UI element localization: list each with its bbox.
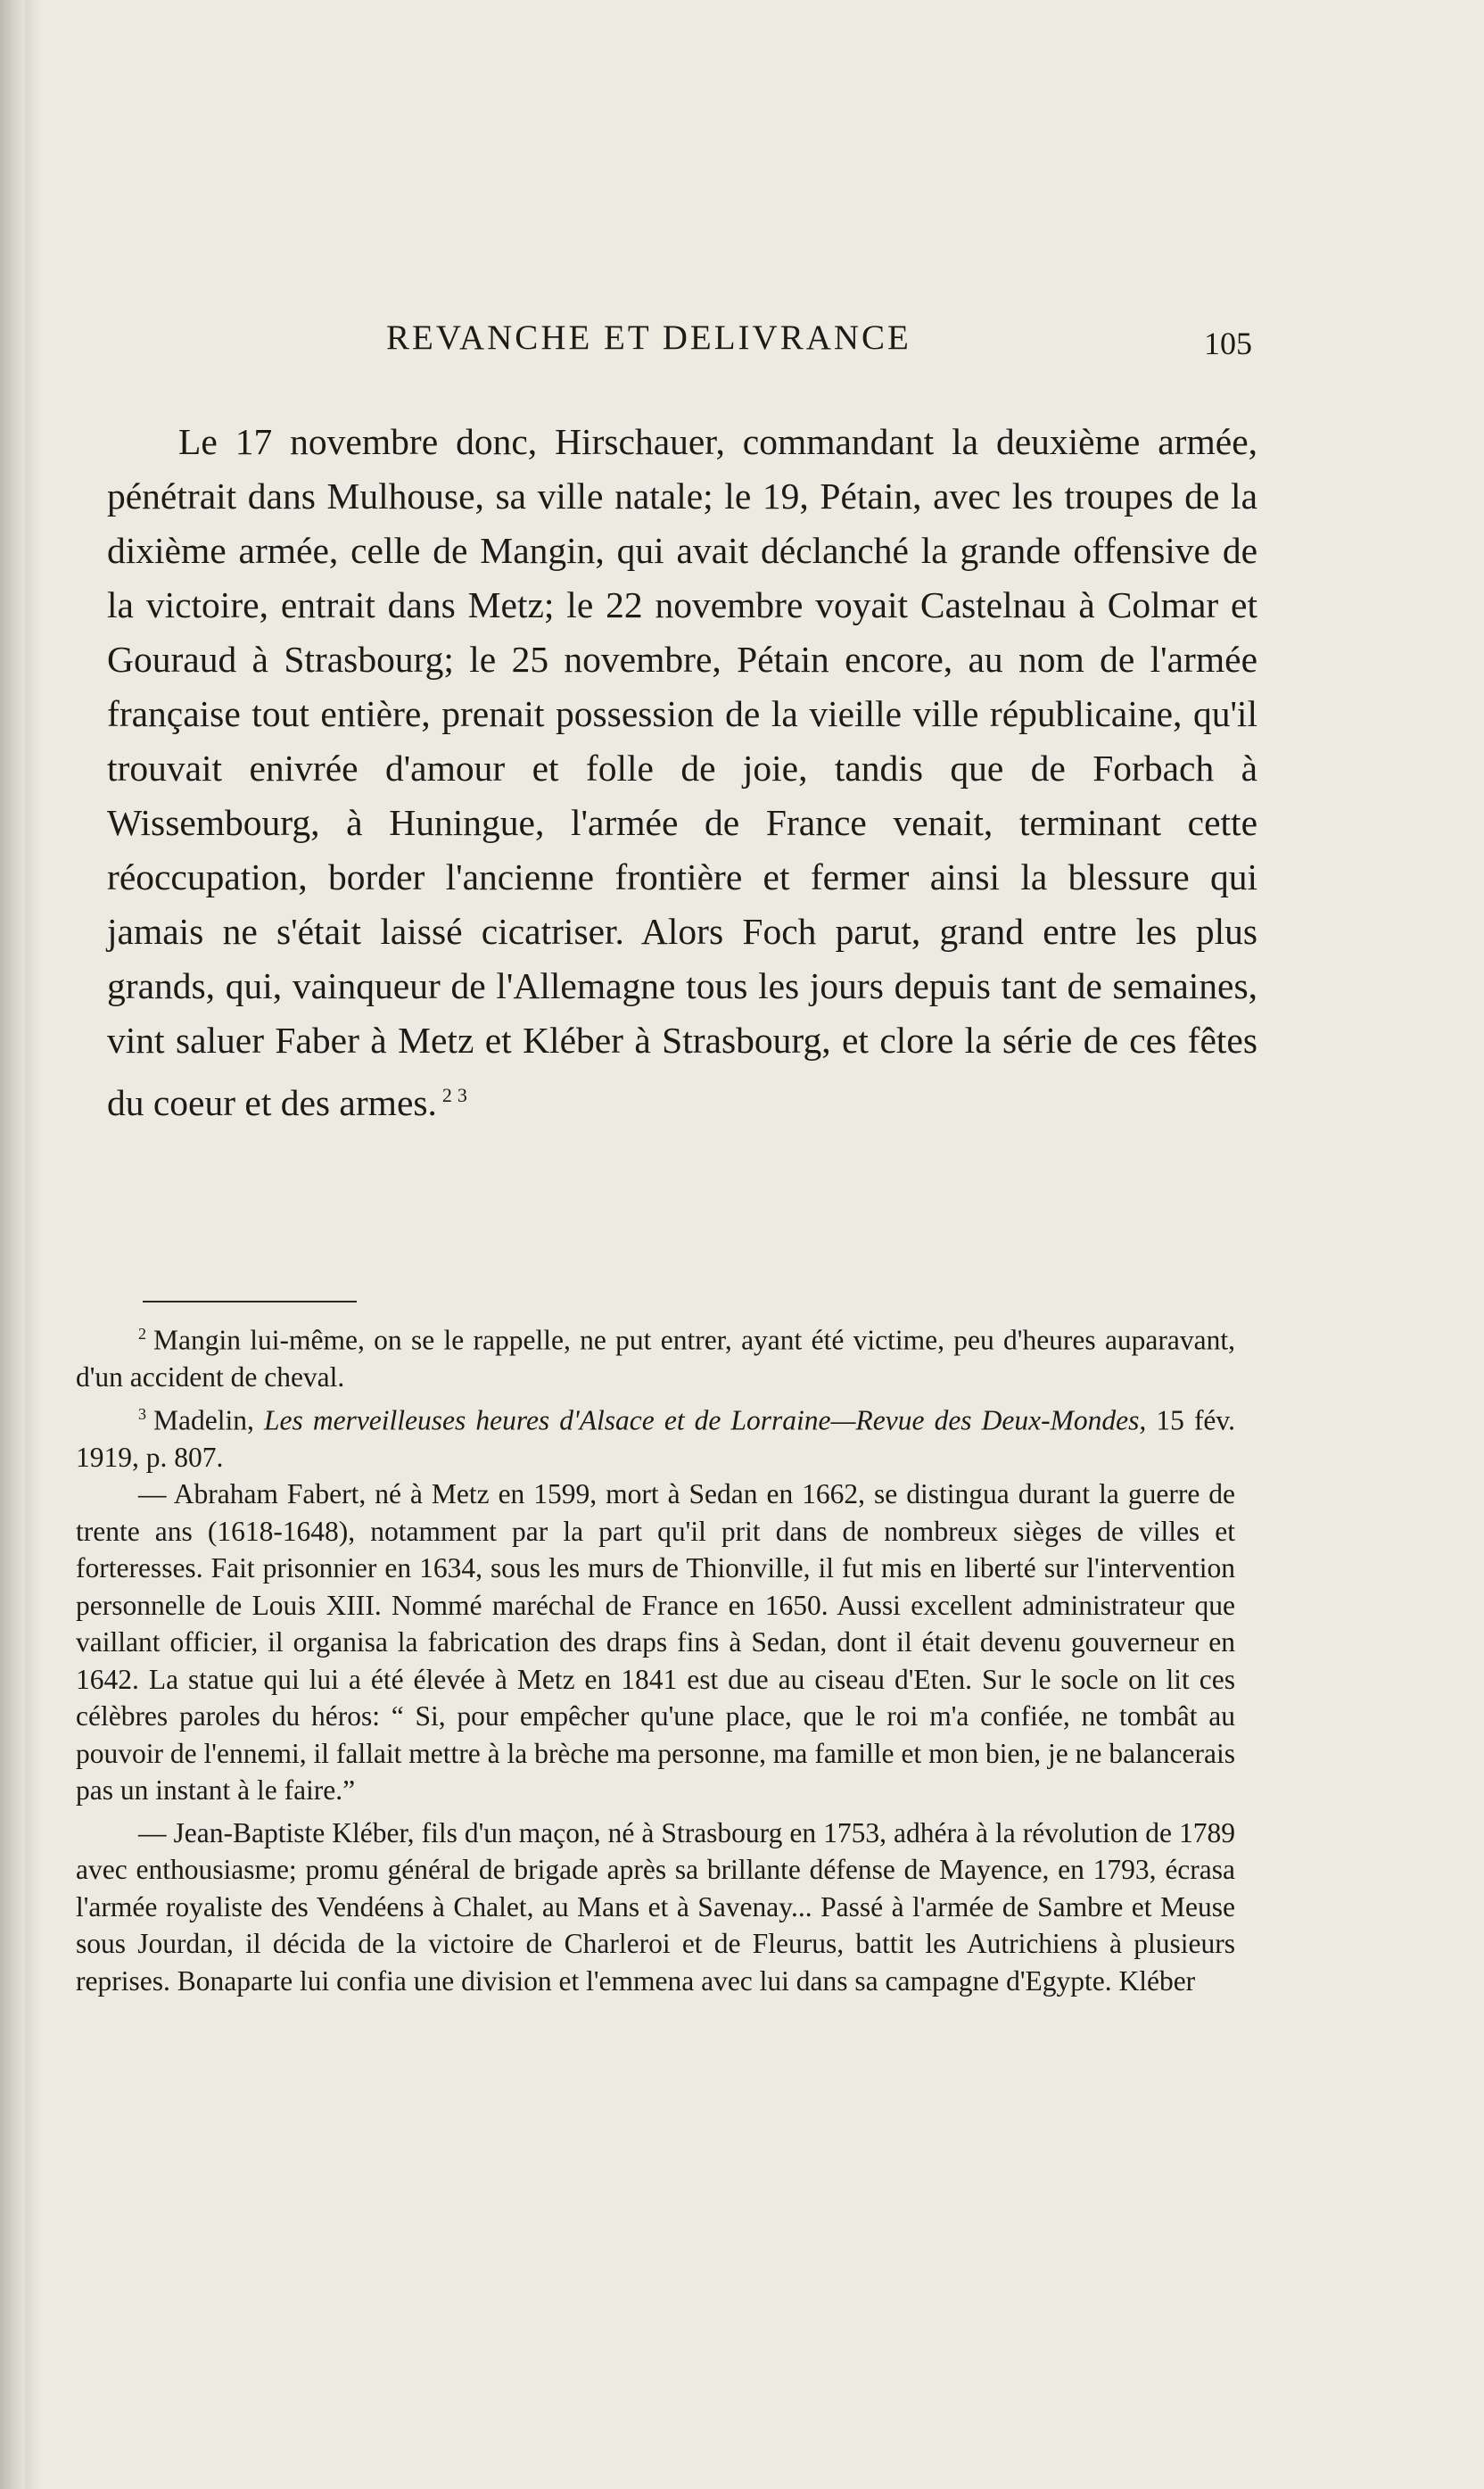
page-number: 105 xyxy=(1204,326,1252,361)
footnote-3-mark: 3 xyxy=(138,1404,146,1423)
main-text xyxy=(107,415,1257,1130)
footnote-fabert: — Abraham Fabert, né à Metz en 1599, mort à Sedan en 1662, se distingua durant la guerre de trente ans (1618-1648), notamment par la part qu'il prit dans de nombreux sièges de villes et forteresses. Fait prisonnier en 1634, sous les murs de Thionville, il fut mis en liberté sur l'intervention personnelle de Louis XIII. Nommé maréchal de France en 1650. Aussi excellent administrateur que vaillant officier, il organisa la fabrication des draps fins à Sedan, dont il était devenu gouverneur en 1642. La statue qui lui a été élevée à Metz en 1841 est due au ciseau d'Eten. Sur le socle on lit ces célèbres paroles du héros: “ Si, pour empêcher qu'une place, que le roi m'a confiée, ne tombât au pouvoir de l'ennemi, il fallait mettre à la brèche ma personne, ma famille et mon bien, je ne balancerais pas un instant à le faire.” xyxy=(76,1478,1235,1806)
footnote-3 xyxy=(76,1396,1235,1476)
footnote-2-mark: 2 xyxy=(138,1325,146,1343)
footnotes xyxy=(76,1316,1235,1999)
note-reference-3: 3 xyxy=(457,1084,467,1106)
page-gutter-shadow xyxy=(25,0,41,2489)
footnote-kleber: — Jean-Baptiste Kléber, fils d'un maçon, né à Strasbourg en 1753, adhéra à la révolution de 1789 avec enthousiasme; promu général de brigade après sa brillante défense de Mayence, en 1793, écrasa l'armée royaliste des Vendéens à Chalet, au Mans et à Savenay... Passé à l'armée de Sambre et Meuse sous Jourdan, il décida de la victoire de Charleroi et de Fleurus, battit les Autrichiens à plusieurs reprises. Bonaparte lui confia une division et l'emmena avec lui dans sa campagne d'Egypte. Kléber xyxy=(76,1816,1235,1997)
running-head xyxy=(107,318,1266,371)
footnote-3-date: 15 fév. 1919, p. 807. xyxy=(76,1404,1235,1473)
footnote-3-title: Les merveilleuses heures d'Alsace et de Lorraine—Revue des Deux-Mondes, xyxy=(263,1404,1147,1435)
footnote-3-author: Madelin, xyxy=(153,1404,254,1435)
running-title: REVANCHE ET DELIVRANCE xyxy=(386,318,911,357)
page-edge xyxy=(0,0,25,2489)
main-paragraph-text: Le 17 novembre donc, Hirschauer, commandant la deuxième armée, pénétrait dans Mulhouse, sa ville natale; le 19, Pétain, avec les troupes de la dixième armée, celle de Mangin, qui avait déclanché la grande offensive de la victoire, entrait dans Metz; le 22 novembre voyait Castelnau à Colmar et Gouraud à Strasbourg; le 25 novembre, Pétain encore, au nom de l'armée française tout entière, prenait possession de la vieille ville républicaine, qu'il trouvait enivrée d'amour et folle de joie, tandis que de Forbach à Wissembourg, à Huningue, l'armée de France venait, terminant cette réoccupation, border l'ancienne frontière et fermer ainsi la blessure qui jamais ne s'était laissé cicatriser. Alors Foch parut, grand entre les plus grands, qui, vainqueur de l'Allemagne tous les jours depuis tant de semaines, vint saluer Faber à Metz et Kléber à Strasbourg, et clore la série de ces fêtes du coeur et des armes. xyxy=(107,421,1257,1123)
note-reference-2: 2 xyxy=(441,1084,452,1106)
footnote-2-text: Mangin lui-même, on se le rappelle, ne put entrer, ayant été victime, peu d'heures auparavant, d'un accident de cheval. xyxy=(76,1324,1235,1393)
footnote-rule xyxy=(143,1301,357,1302)
main-paragraph xyxy=(107,415,1257,1130)
footnote-2 xyxy=(76,1316,1235,1396)
